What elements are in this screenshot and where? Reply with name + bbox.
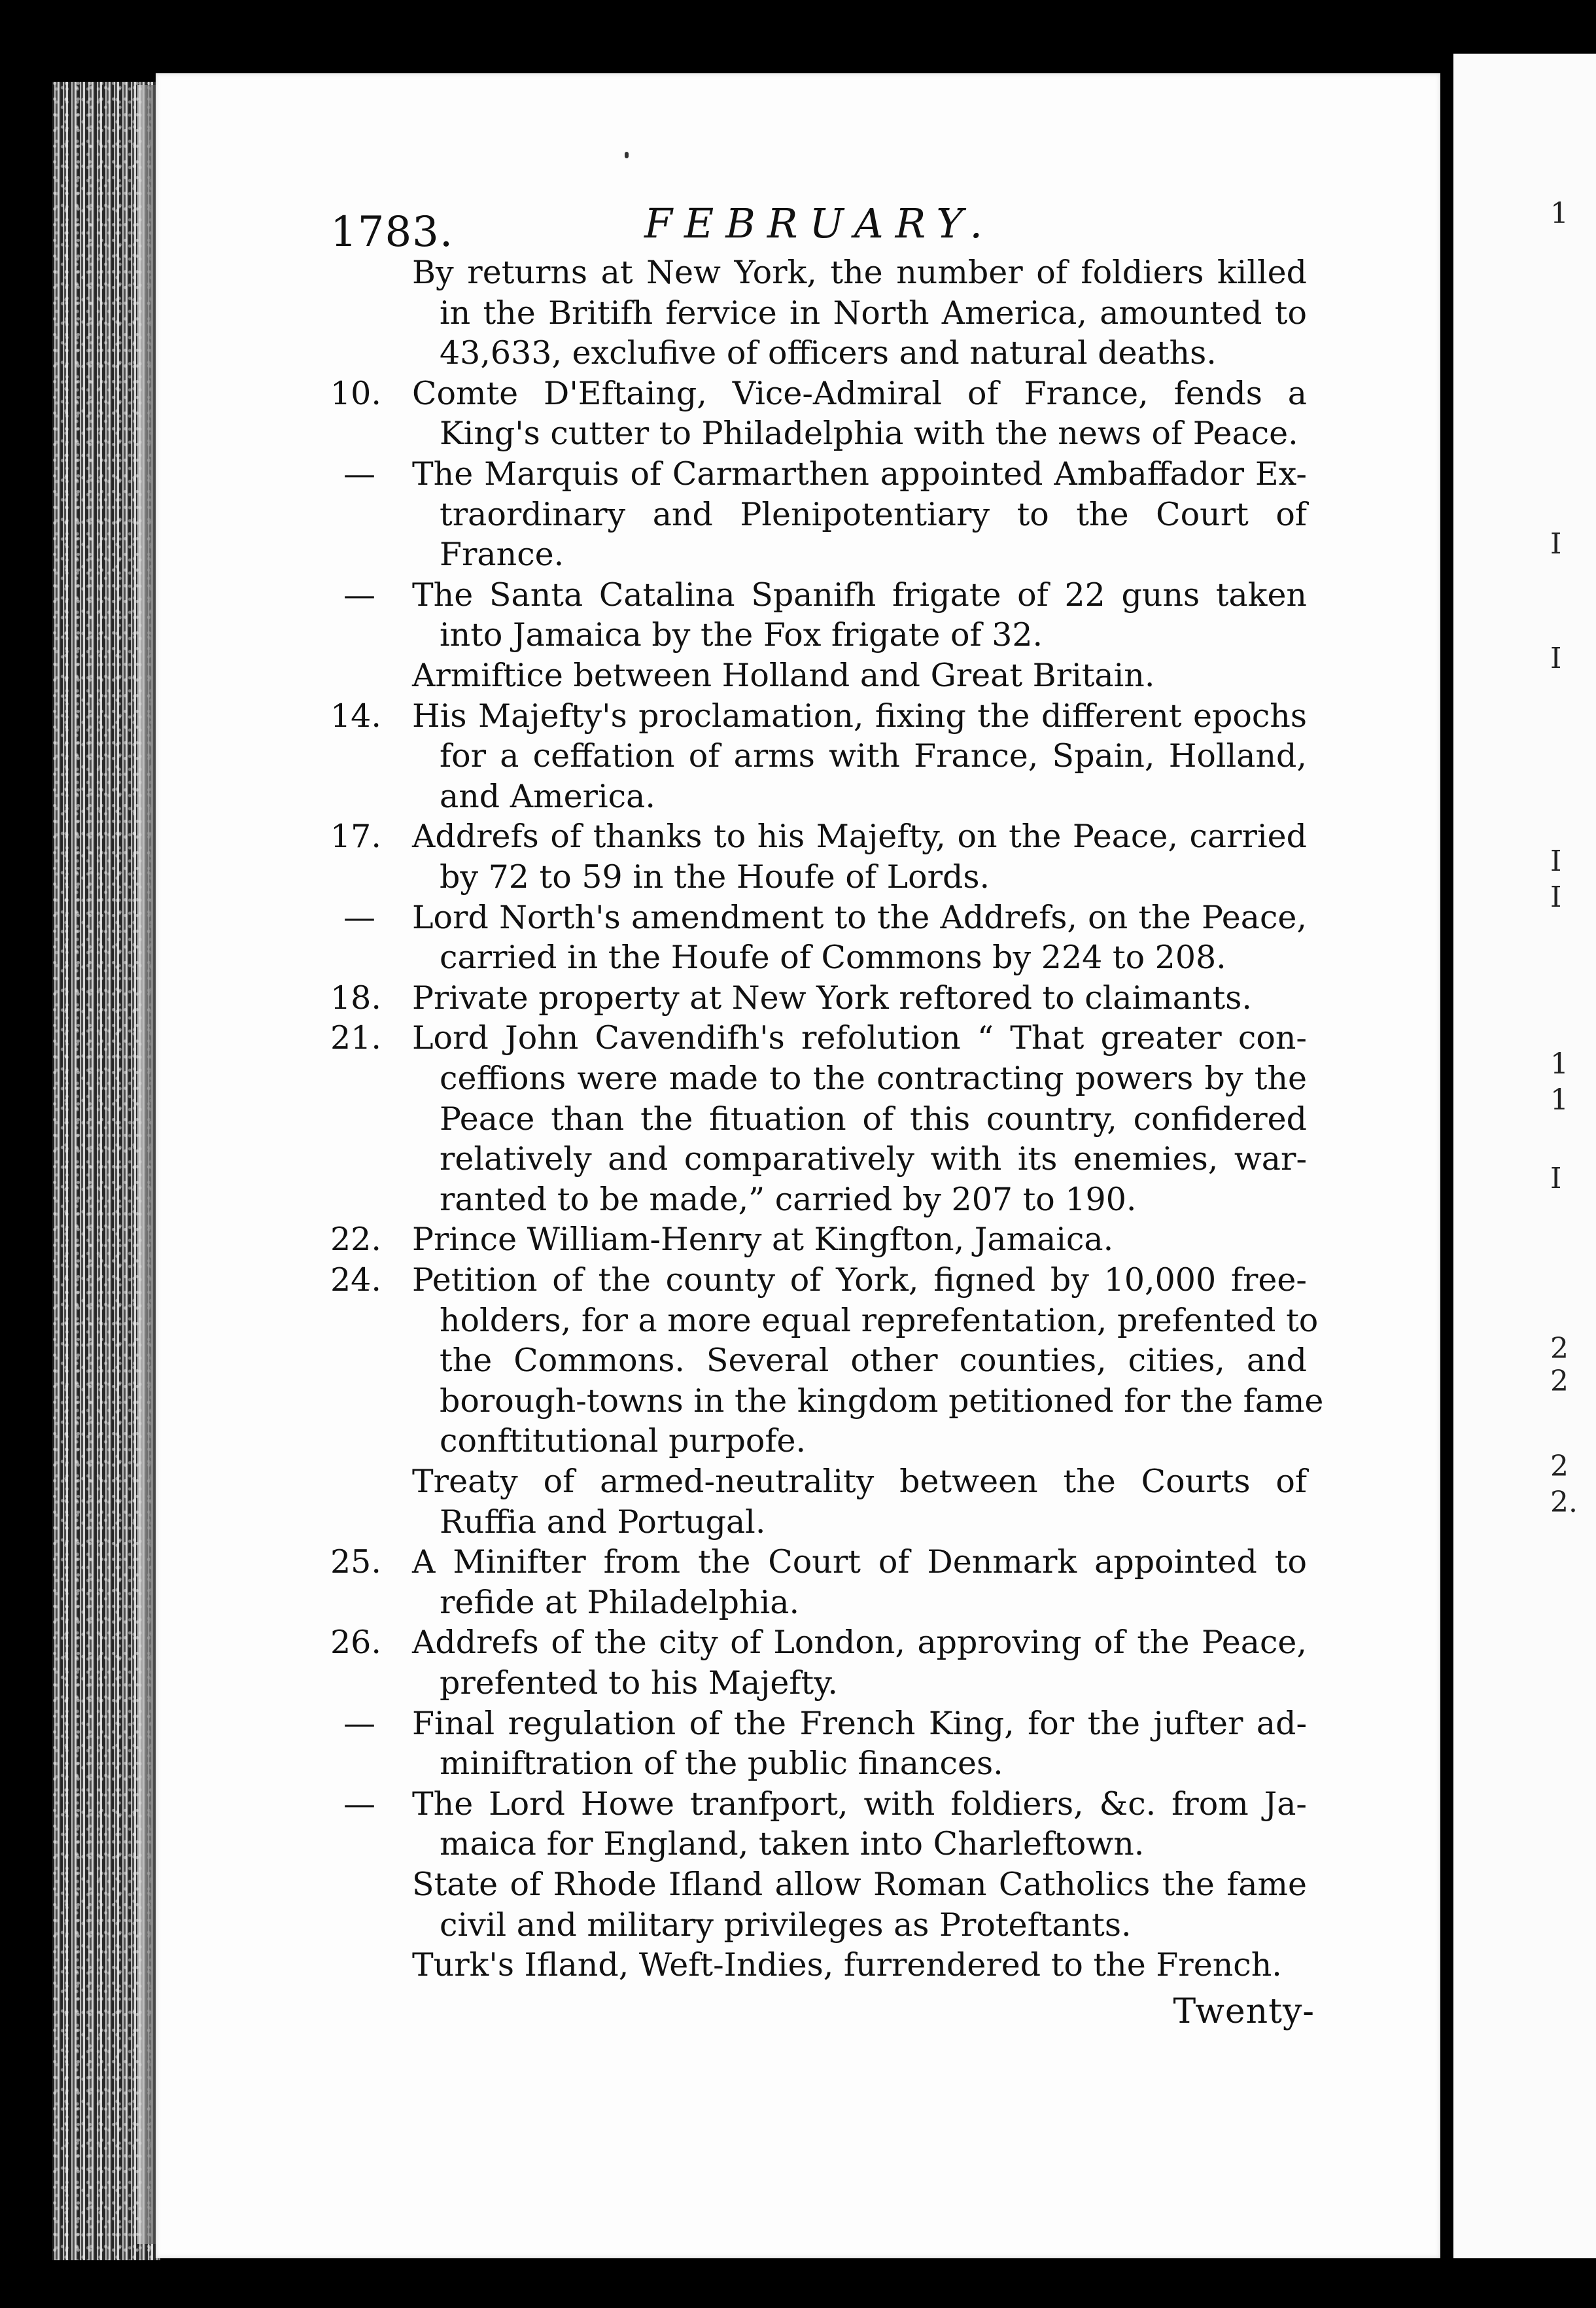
facing-page-mark: 2 <box>1550 1450 1569 1483</box>
entry-line: for a ceffation of arms with France, Spain, Holland, <box>440 737 1307 775</box>
entry-line: holders, for a more equal reprefentation, prefented to <box>440 1301 1319 1339</box>
entry-line: carried in the Houfe of Commons by 224 to 208. <box>440 939 1226 977</box>
entry-line: Turk's Ifland, Weft-Indies, furrendered to the French. <box>412 1946 1282 1984</box>
entry-line: Addrefs of thanks to his Majefty, on the Peace, carried <box>412 818 1307 856</box>
entry-line: Armiftice between Holland and Great Britain. <box>412 657 1155 694</box>
entry-date: — <box>343 1704 375 1742</box>
entry-line: the Commons. Several other counties, cities, and <box>440 1342 1307 1380</box>
entry-date: 21. <box>330 1019 381 1057</box>
facing-page-mark: 1 <box>1550 1047 1569 1081</box>
facing-page-mark: I <box>1550 527 1562 561</box>
entry-line: and America. <box>440 777 655 815</box>
entry-line: Lord North's amendment to the Addrefs, on the Peace, <box>412 898 1307 936</box>
entry-date: — <box>343 455 375 493</box>
entry-line: ceffions were made to the contracting powers by the <box>440 1060 1307 1097</box>
entry-line: Prince William-Henry at Kingfton, Jamaica. <box>412 1221 1114 1259</box>
entry-line: Private property at New York reftored to claimants. <box>412 979 1252 1017</box>
entry-line: King's cutter to Philadelphia with the news of Peace. <box>440 415 1298 453</box>
page-gutter-shadow <box>137 85 156 2244</box>
entry-line: Treaty of armed-neutrality between the Courts of <box>412 1463 1307 1500</box>
entry-line: civil and military privileges as Proteftants. <box>440 1906 1132 1944</box>
entry-date: 17. <box>330 818 381 856</box>
entry-line: Ruffia and Portugal. <box>440 1503 766 1541</box>
entry-line: His Majefty's proclamation, fixing the different epochs <box>412 697 1307 735</box>
entry-line: 43,633, exclufive of officers and natural deaths. <box>440 334 1217 372</box>
facing-page-mark: 2 <box>1550 1365 1569 1398</box>
entry-date: 24. <box>330 1261 381 1299</box>
entry-line: By returns at New York, the number of foldiers killed <box>412 254 1307 291</box>
entry-line: Peace than the fituation of this country, confidered <box>440 1100 1307 1138</box>
facing-page-mark: 1 <box>1550 1083 1569 1117</box>
entry-line: The Marquis of Carmarthen appointed Ambaffador Ex- <box>412 455 1307 493</box>
entry-line: A Minifter from the Court of Denmark appointed to <box>412 1543 1307 1581</box>
facing-page-mark: 2 <box>1550 1332 1569 1365</box>
entry-date: 14. <box>330 697 381 735</box>
entry-line: Petition of the county of York, figned by 10,000 free- <box>412 1261 1307 1299</box>
entry-line: State of Rhode Ifland allow Roman Catholics the fame <box>412 1866 1307 1903</box>
entry-date: — <box>343 898 375 936</box>
facing-page-mark: I <box>1550 845 1562 878</box>
entry-line: Lord John Cavendifh's refolution “ That greater con- <box>412 1019 1307 1057</box>
catchword: Twenty- <box>1173 1992 1315 2031</box>
entry-line: in the Britifh fervice in North America, amounted to <box>440 294 1307 332</box>
entry-line: Final regulation of the French King, for the jufter ad- <box>412 1704 1307 1742</box>
facing-page-mark: I <box>1550 881 1562 914</box>
entry-line: relatively and comparatively with its enemies, war- <box>440 1140 1307 1178</box>
entry-line: refide at Philadelphia. <box>440 1583 800 1621</box>
entry-line: The Santa Catalina Spanifh frigate of 22 guns taken <box>412 576 1307 614</box>
entry-line: traordinary and Plenipotentiary to the Court of <box>440 495 1307 533</box>
facing-page-mark: 1 <box>1550 197 1569 230</box>
entry-line: ranted to be made,” carried by 207 to 190. <box>440 1180 1137 1218</box>
facing-page-mark: I <box>1550 1162 1562 1195</box>
facing-page <box>1453 54 1596 2258</box>
facing-page-mark: 2. <box>1550 1486 1578 1519</box>
entry-line: prefented to his Majefty. <box>440 1664 838 1702</box>
entry-date: — <box>343 1785 375 1823</box>
entry-line: Addrefs of the city of London, approving of the Peace, <box>412 1624 1307 1662</box>
entry-line: The Lord Howe tranfport, with foldiers, &c. from Ja- <box>412 1785 1307 1823</box>
entry-date: 10. <box>330 374 381 412</box>
ink-speck <box>625 152 629 158</box>
entry-date: 26. <box>330 1624 381 1662</box>
entry-line: miniftration of the public finances. <box>440 1745 1003 1783</box>
entry-line: into Jamaica by the Fox frigate of 32. <box>440 616 1043 654</box>
entry-date: 25. <box>330 1543 381 1581</box>
page-header-year: 1783. <box>330 208 454 256</box>
entry-line: conftitutional purpofe. <box>440 1422 807 1460</box>
entry-line: Comte D'Eftaing, Vice-Admiral of France, fends a <box>412 374 1307 412</box>
facing-page-mark: I <box>1550 642 1562 675</box>
entry-line: France. <box>440 536 564 574</box>
entry-date: — <box>343 576 375 614</box>
entry-line: borough-towns in the kingdom petitioned for the fame <box>440 1382 1324 1420</box>
entry-date: 18. <box>330 979 381 1017</box>
entry-line: by 72 to 59 in the Houfe of Lords. <box>440 858 990 896</box>
entry-line: maica for England, taken into Charleftown. <box>440 1825 1145 1863</box>
entry-date: 22. <box>330 1221 381 1259</box>
page-header-month: FEBRUARY. <box>644 200 995 247</box>
